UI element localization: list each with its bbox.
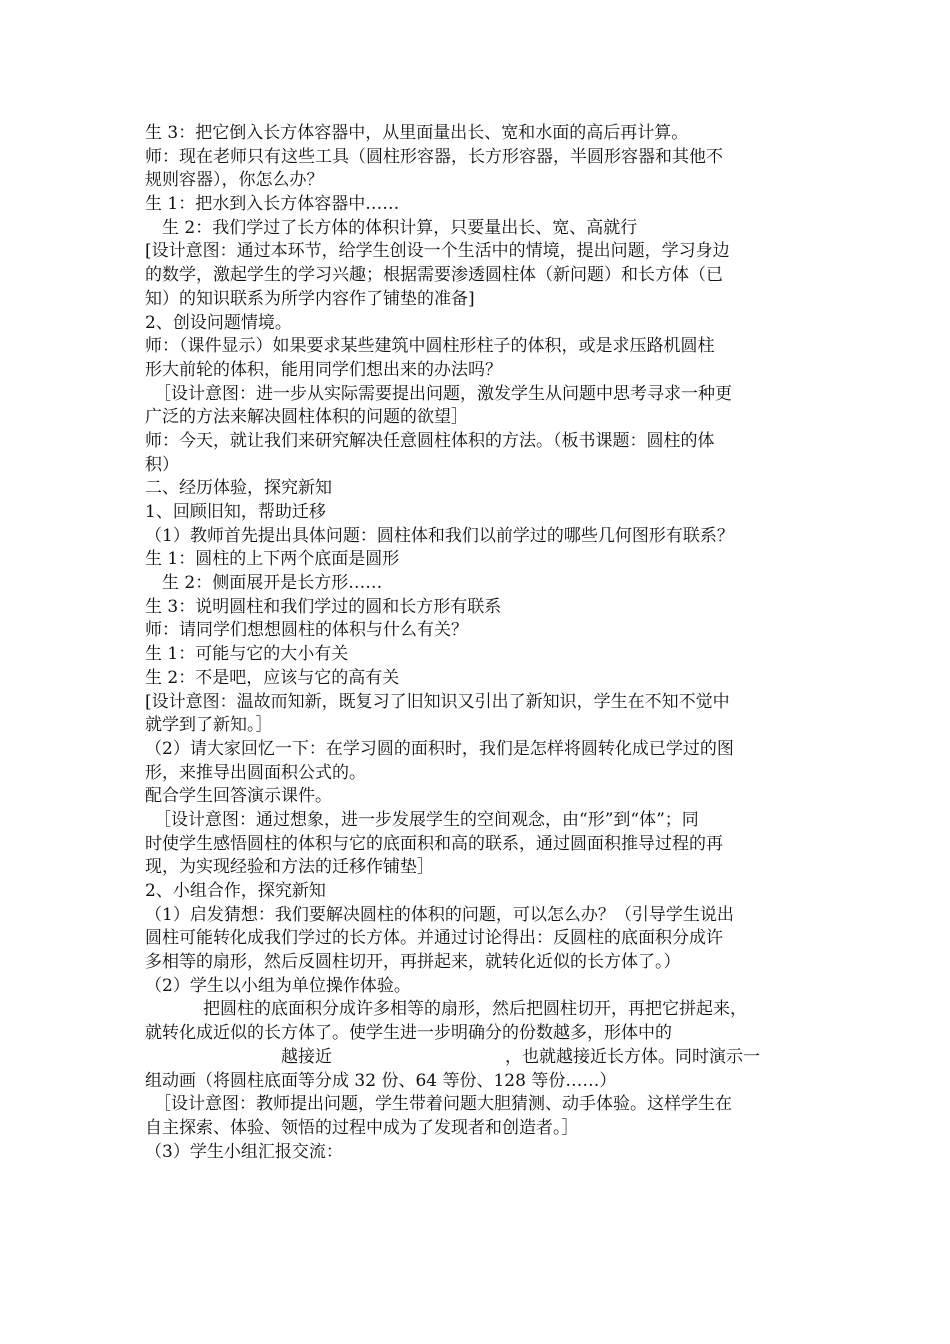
- section-heading: 2、创设问题情境。: [145, 312, 292, 333]
- text-fragment: ，也就越接近长方体。同时演示一: [505, 1046, 760, 1067]
- text-line: 生 2：我们学过了长方体的体积计算，只要量出长、宽、高就行: [162, 217, 638, 238]
- text-line: 生 2：侧面展开是长方形……: [162, 573, 383, 594]
- text-line: 积）: [145, 454, 179, 475]
- text-line: 圆柱可能转化成我们学过的长方体。并通过讨论得出：反圆柱的底面积分成许: [145, 928, 723, 949]
- text-line: 自主探索、体验、领悟的过程中成为了发现者和创造者。］: [145, 1117, 579, 1138]
- text-line: （1）启发猜想：我们要解决圆柱的体积的问题，可以怎么办？（引导学生说出: [145, 904, 734, 925]
- text-line: （1）教师首先提出具体问题：圆柱体和我们以前学过的哪些几何图形有联系？: [145, 525, 734, 546]
- section-heading: 2、小组合作，探究新知: [145, 881, 326, 901]
- text-line: ［设计意图：进一步从实际需要提出问题，激发学生从问题中思考寻求一种更: [154, 383, 732, 404]
- text-line-with-gap: [145, 1046, 810, 1070]
- text-line: 生 1：圆柱的上下两个底面是圆形: [145, 549, 400, 570]
- text-line: 知）的知识联系为所学内容作了铺垫的准备]: [145, 288, 475, 309]
- text-line: 把圆柱的底面积分成许多相等的扇形，然后把圆柱切开，再把它拼起来，: [203, 999, 747, 1020]
- text-line: 组动画（将圆柱底面等分成 32 份、64 等份、128 等份……）: [145, 1070, 617, 1091]
- text-line: 规则容器），你怎么办？: [145, 170, 324, 191]
- text-line: （2）学生以小组为单位操作体验。: [145, 975, 411, 996]
- document-body: [145, 122, 810, 1164]
- text-line: ［设计意图：通过想象，进一步发展学生的空间观念，由“形”到“体”；同: [154, 809, 699, 830]
- text-line: [设计意图：温故而知新，既复习了旧知识又引出了新知识，学生在不知不觉中: [145, 691, 730, 712]
- text-line: 就学到了新知。］: [145, 715, 273, 736]
- text-line: ［设计意图：教师提出问题，学生带着问题大胆猜测、动手体验。这样学生在: [154, 1094, 732, 1115]
- text-line: 生 3：把它倒入长方体容器中，从里面量出长、宽和水面的高后再计算。: [145, 123, 689, 143]
- text-line: [设计意图：通过本环节，给学生创设一个生活中的情境，提出问题，学习身边: [145, 241, 730, 262]
- text-line: 师：今天，就让我们来研究解决任意圆柱体积的方法。（板书课题：圆柱的体: [145, 430, 715, 451]
- text-line: 广泛的方法来解决圆柱体积的问题的欲望］: [145, 407, 468, 428]
- text-line: 时使学生感悟圆柱的体积与它的底面积和高的联系，通过圆面积推导过程的再: [145, 833, 723, 854]
- text-line: （2）请大家回忆一下：在学习圆的面积时，我们是怎样将圆转化成已学过的图: [145, 738, 734, 759]
- text-line: 师：现在老师只有这些工具（圆柱形容器，长方形容器，半圆形容器和其他不: [145, 146, 723, 167]
- text-line: 现，为实现经验和方法的迁移作铺垫］: [145, 857, 434, 878]
- text-line: 师：（课件显示）如果要求某些建筑中圆柱形柱子的体积，或是求压路机圆柱: [145, 336, 715, 357]
- text-line: 多相等的扇形，然后反圆柱切开，再拼起来，就转化近似的长方体了。）: [145, 952, 681, 973]
- text-line: 师：请同学们想想圆柱的体积与什么有关？: [145, 620, 468, 641]
- text-line: 生 1：可能与它的大小有关: [145, 644, 349, 665]
- text-fragment: 越接近: [281, 1046, 332, 1067]
- text-line: 生 1：把水到入长方体容器中……: [145, 194, 400, 215]
- text-line: 就转化成近似的长方体了。使学生进一步明确分的份数越多，形体中的: [145, 1023, 672, 1044]
- section-heading: 二、经历体验，探究新知: [145, 478, 332, 499]
- text-line: 配合学生回答演示课件。: [145, 786, 332, 807]
- text-line: 形，来推导出圆面积公式的。: [145, 762, 366, 783]
- text-line: 生 2：不是吧，应该与它的高有关: [145, 667, 400, 688]
- text-line: 形大前轮的体积，能用同学们想出来的办法吗？: [145, 359, 502, 380]
- section-heading: 1、回顾旧知，帮助迁移: [145, 502, 326, 522]
- text-line: 的数学，激起学生的学习兴趣；根据需要渗透圆柱体（新问题）和长方体（已: [145, 265, 723, 286]
- text-line: 生 3：说明圆柱和我们学过的圆和长方形有联系: [145, 596, 502, 617]
- text-line: （3）学生小组汇报交流：: [145, 1141, 343, 1162]
